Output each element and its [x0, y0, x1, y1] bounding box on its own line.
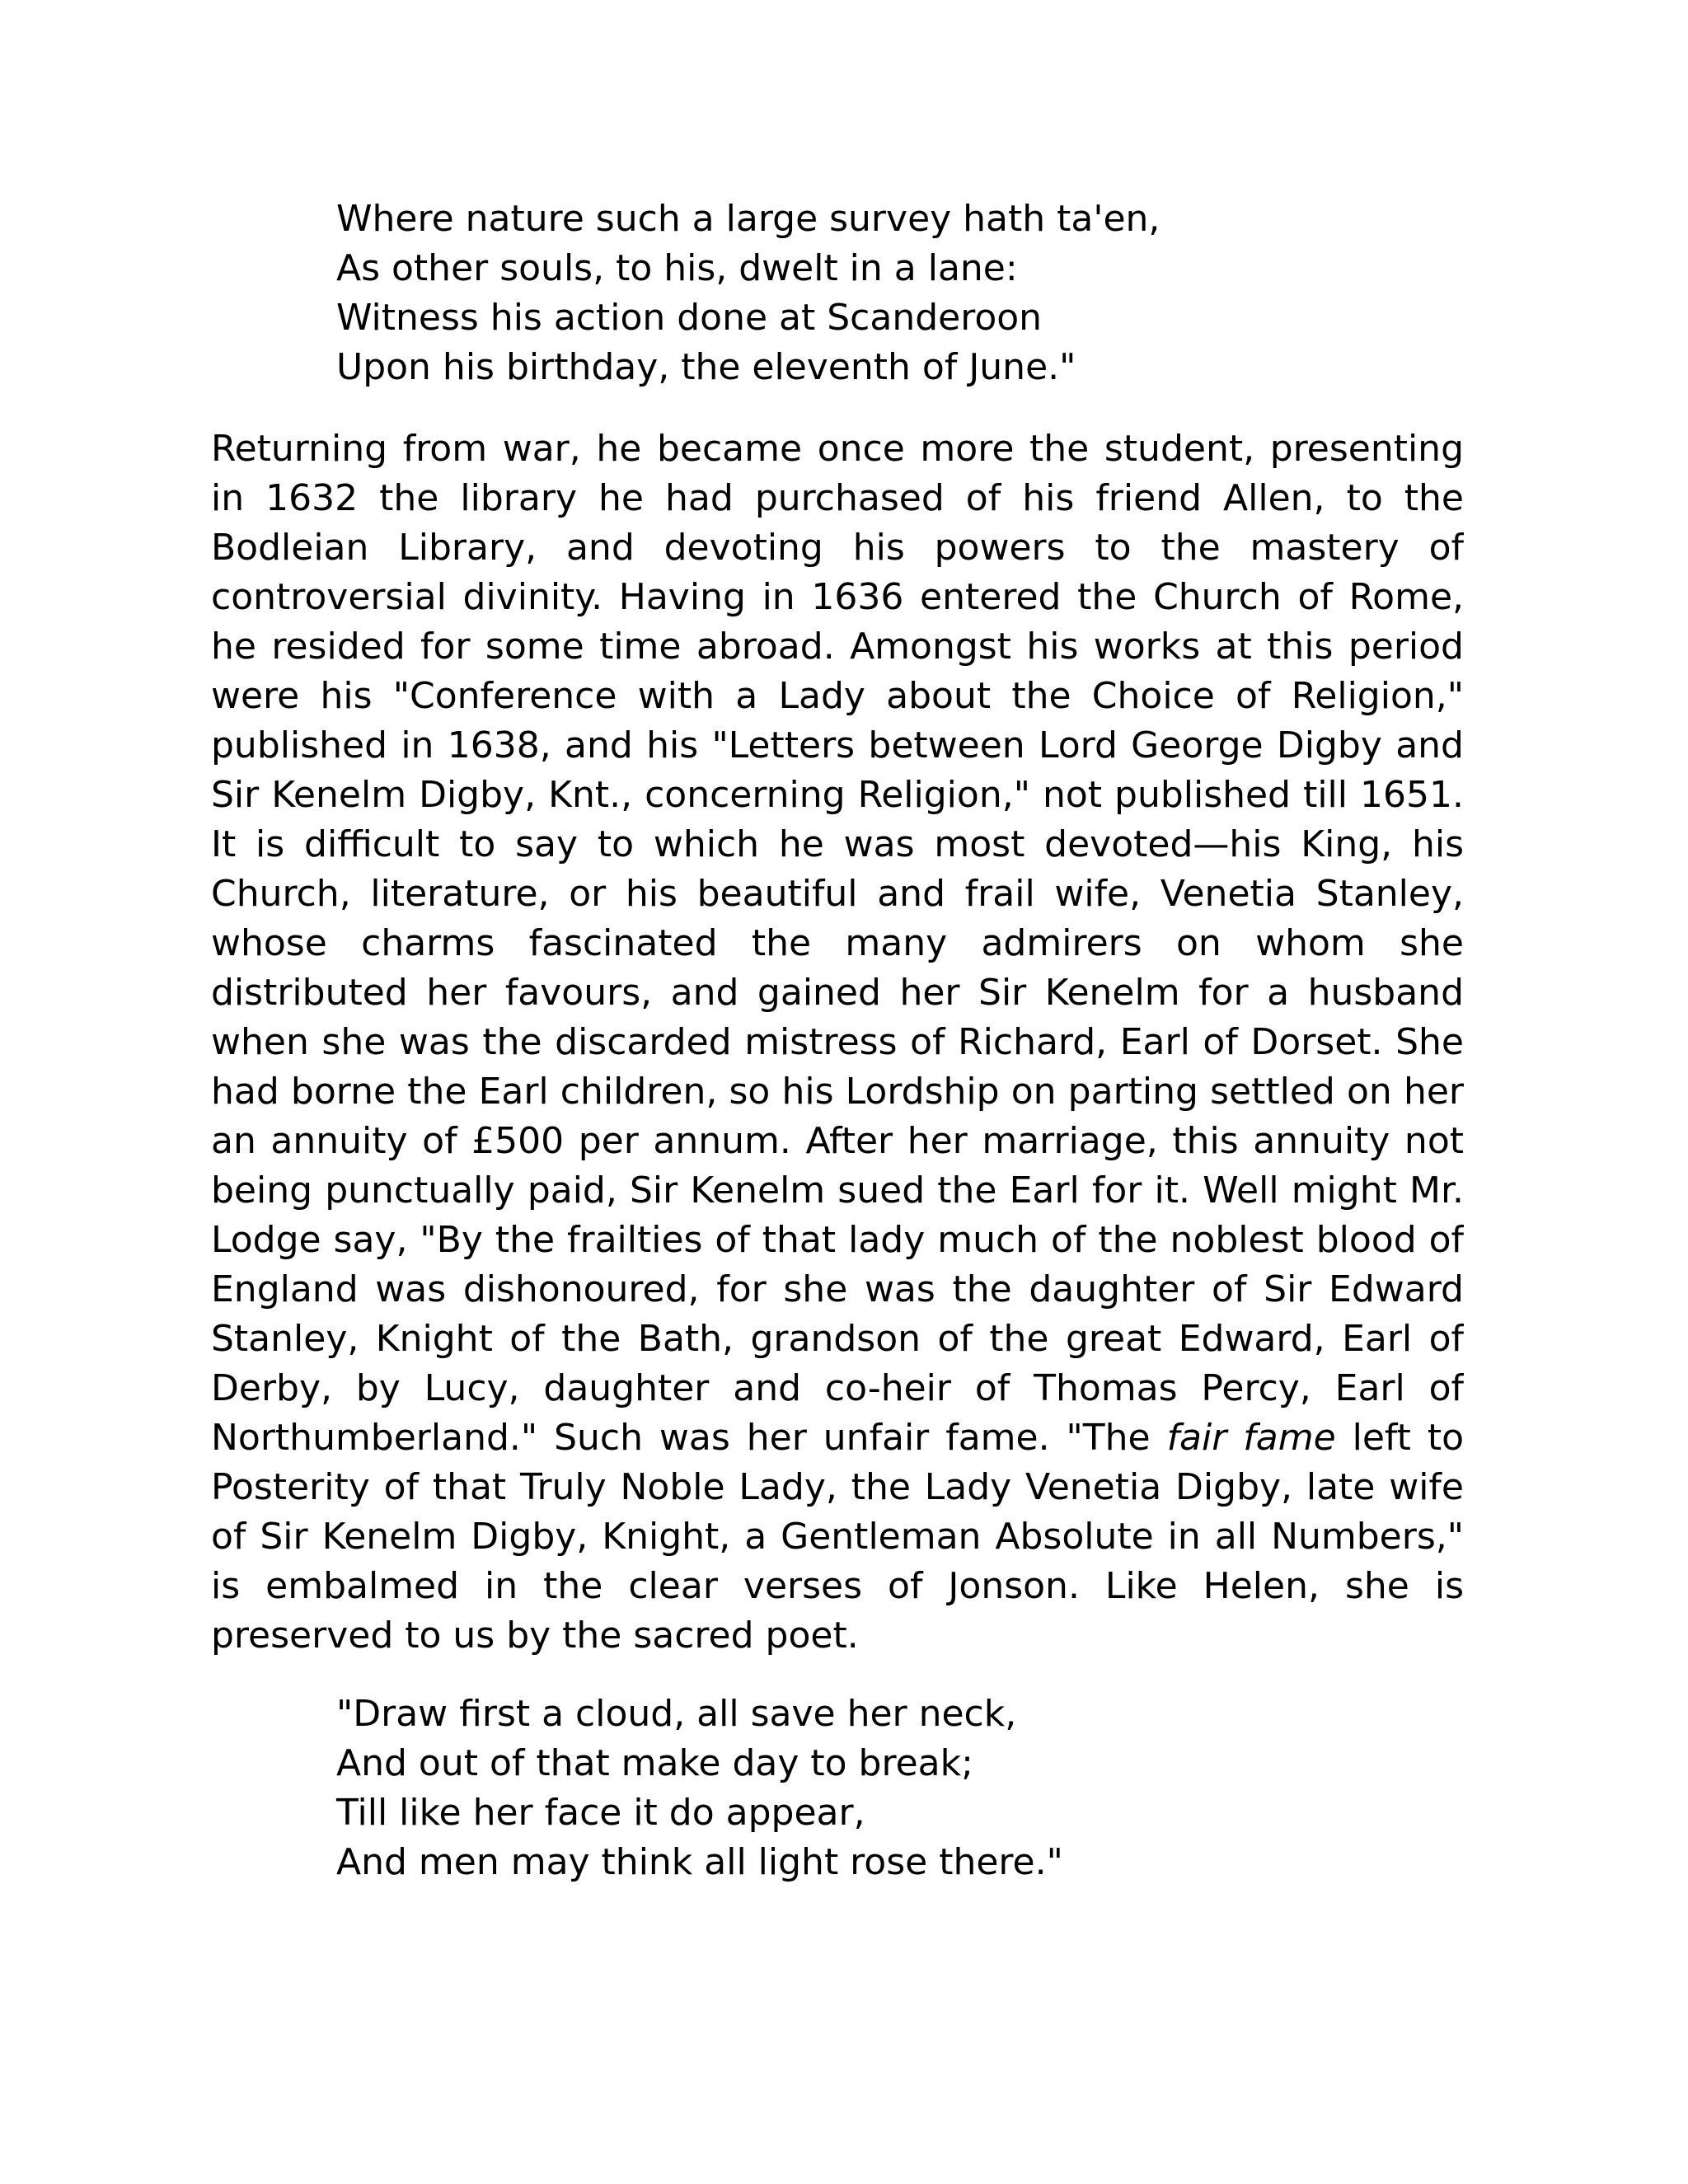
paragraph-line: controversial divinity. Having in 1636 entered the Church of Rome,: [211, 576, 1464, 618]
line-text: Northumberland." Such was her unfair fame. "The: [211, 1417, 1167, 1459]
line-text: left to: [1335, 1417, 1464, 1459]
paragraph-line: England was dishonoured, for she was the daughter of Sir Edward: [211, 1268, 1464, 1310]
paragraph-line-with-emphasis: [211, 1413, 1464, 1463]
paragraph-line: distributed her favours, and gained her Sir Kenelm for a husband: [211, 972, 1464, 1014]
italic-emphasis: fair fame: [1166, 1417, 1336, 1459]
paragraph-line: Stanley, Knight of the Bath, grandson of the great Edward, Earl of: [211, 1318, 1464, 1360]
paragraph-line: when she was the discarded mistress of Richard, Earl of Dorset. She: [211, 1021, 1464, 1063]
verse-line: Where nature such a large survey hath ta'en,: [336, 198, 1160, 240]
verse-line: Till like her face it do appear,: [336, 1792, 865, 1834]
paragraph-line: is embalmed in the clear verses of Jonson. Like Helen, she is: [211, 1565, 1464, 1607]
paragraph-line: he resided for some time abroad. Amongst his works at this period: [211, 626, 1464, 668]
paragraph-line: were his "Conference with a Lady about the Choice of Religion,": [211, 675, 1464, 717]
paragraph-line: whose charms fascinated the many admirers on whom she: [211, 922, 1464, 964]
verse-line: And out of that make day to break;: [336, 1742, 973, 1784]
paragraph-line: Bodleian Library, and devoting his powers to the mastery of: [211, 527, 1464, 569]
paragraph-line: Sir Kenelm Digby, Knt., concerning Religion," not published till 1651.: [211, 774, 1464, 816]
verse-line: And men may think all light rose there.": [336, 1841, 1063, 1883]
verse-line: Upon his birthday, the eleventh of June.": [336, 346, 1076, 388]
paragraph-line: Lodge say, "By the frailties of that lady much of the noblest blood of: [211, 1219, 1464, 1261]
paragraph-line: of Sir Kenelm Digby, Knight, a Gentleman Absolute in all Numbers,": [211, 1516, 1464, 1558]
paragraph-line: preserved to us by the sacred poet.: [211, 1615, 859, 1657]
paragraph-line: Derby, by Lucy, daughter and co-heir of Thomas Percy, Earl of: [211, 1367, 1464, 1409]
paragraph-line: an annuity of £500 per annum. After her marriage, this annuity not: [211, 1120, 1464, 1162]
paragraph-line: being punctually paid, Sir Kenelm sued the Earl for it. Well might Mr.: [211, 1169, 1464, 1212]
paragraph-line: in 1632 the library he had purchased of his friend Allen, to the: [211, 477, 1464, 519]
verse-quotation-bottom: [336, 1690, 1490, 1887]
verse-line: "Draw first a cloud, all save her neck,: [336, 1693, 1017, 1735]
verse-line: As other souls, to his, dwelt in a lane:: [336, 247, 1018, 289]
paragraph-line: Returning from war, he became once more the student, presenting: [211, 428, 1464, 470]
paragraph-line: had borne the Earl children, so his Lordship on parting settled on her: [211, 1071, 1464, 1113]
paragraph-line: published in 1638, and his "Letters between Lord George Digby and: [211, 724, 1464, 766]
paragraph-line: Posterity of that Truly Noble Lady, the Lady Venetia Digby, late wife: [211, 1466, 1464, 1508]
paragraph-line: It is difficult to say to which he was most devoted—his King, his: [211, 823, 1464, 865]
body-paragraph: [211, 424, 1464, 1661]
paragraph-line: Church, literature, or his beautiful and frail wife, Venetia Stanley,: [211, 873, 1464, 915]
verse-quotation-top: [336, 194, 1490, 392]
verse-line: Witness his action done at Scanderoon: [336, 297, 1043, 339]
